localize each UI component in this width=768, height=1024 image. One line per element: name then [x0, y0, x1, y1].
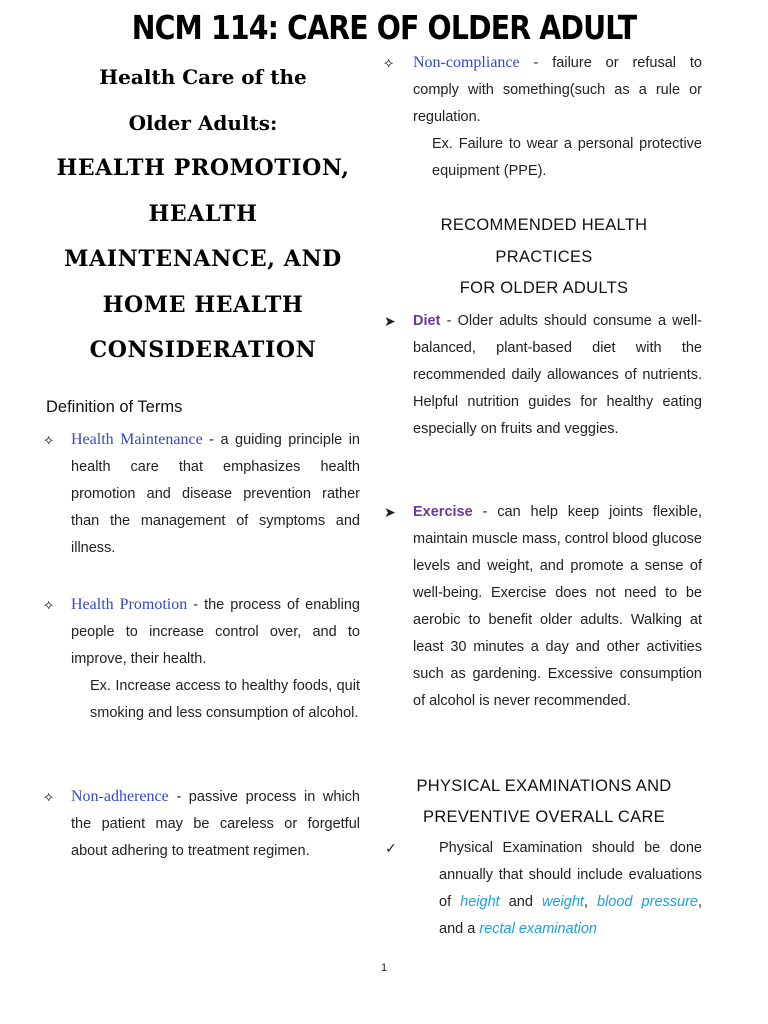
exam-body: Physical Examination should be done annually that should include evaluations of [439, 840, 702, 910]
diamond-bullet-icon: ⟡ [44, 431, 54, 447]
practice-item [384, 308, 702, 443]
definition-example: Ex. Increase access to healthy foods, quit smoking and less consumption of alcohol. [90, 678, 360, 721]
definition-body: - failure or refusal to comply with something(such as a rule or regulation. [413, 55, 702, 125]
practice-keyword: Diet [413, 313, 441, 329]
exam-highlight-blood-pressure: blood pressure [597, 894, 698, 910]
definition-item [44, 591, 360, 727]
exam-highlight-rectal-exam: rectal examination [479, 921, 597, 937]
practices-heading-line-1: RECOMMENDED HEALTH [440, 216, 648, 234]
definition-body: - a guiding principle in health care that emphasizes health promotion and disease prevention rather than the management of symptoms and illness. [71, 432, 360, 556]
exam-text [439, 835, 702, 943]
exam-connector: , [583, 894, 598, 910]
definition-text [71, 426, 360, 562]
title-line-3: HEALTH PROMOTION, [56, 155, 350, 181]
checkmark-bullet-icon: ✓ [385, 840, 397, 856]
practice-body: - Older adults should consume a well-balanced, plant-based diet with the recommended daily allowances of nutrients. Helpful nutrition guides for healthy eating especially on fruits and veggies. [413, 313, 702, 437]
practices-heading [384, 210, 704, 305]
definition-term: Health Maintenance [71, 431, 203, 448]
exams-heading-line-1: PHYSICAL EXAMINATIONS AND [416, 777, 672, 795]
practice-body: - can help keep joints flexible, maintain muscle mass, control blood glucose levels and weight, and promote a sense of well-being. Exercise does not need to be aerobic to benefit older adults. Walking at least 30 minutes a day and other activities such as gardening. Excessive consumption of alcohol is never recommended. [413, 504, 702, 709]
diamond-bullet-icon: ⟡ [44, 788, 54, 804]
arrow-bullet-icon: ➤ [384, 504, 396, 520]
exam-connector: , and a [439, 894, 703, 937]
definition-item [44, 783, 360, 865]
diamond-bullet-icon: ⟡ [384, 54, 394, 70]
exam-highlight-weight: weight [542, 894, 584, 910]
title-line-2: Older Adults: [128, 111, 278, 135]
practices-heading-line-3: FOR OLDER ADULTS [459, 279, 629, 297]
practice-text [413, 308, 702, 443]
practice-text [413, 499, 702, 715]
document-title [44, 54, 362, 374]
definition-item [384, 49, 702, 185]
title-line-6: HOME HEALTH [102, 291, 304, 318]
document-header: NCM 114: CARE OF OLDER ADULT [131, 8, 637, 47]
diamond-bullet-icon: ⟡ [44, 596, 54, 612]
definition-text [71, 783, 360, 865]
exams-heading-line-2: PREVENTIVE OVERALL CARE [423, 808, 665, 826]
definition-term: Health Promotion [71, 596, 188, 613]
title-line-1: Health Care of the [99, 65, 307, 89]
definition-term: Non-adherence [71, 788, 169, 805]
definition-text [413, 49, 702, 131]
practice-item [384, 499, 702, 715]
exam-highlight-height: height [460, 894, 500, 910]
definition-term: Non-compliance [413, 54, 520, 71]
exams-heading [384, 771, 704, 833]
definition-body: - passive process in which the patient may be careless or forgetful about adhering to treatment regimen. [71, 789, 360, 859]
definition-body: - the process of enabling people to increase control over, and to improve, their health. [71, 597, 360, 667]
definition-example: Ex. Failure to wear a personal protective equipment (PPE). [432, 136, 702, 179]
exam-item [384, 835, 702, 943]
arrow-bullet-icon: ➤ [384, 313, 396, 329]
title-line-5: MAINTENANCE, AND [64, 246, 342, 272]
title-line-7: CONSIDERATION [89, 337, 317, 363]
definition-text [71, 591, 360, 673]
definitions-heading: Definition of Terms [46, 398, 183, 416]
practices-heading-line-2: PRACTICES [495, 247, 593, 266]
title-line-4: HEALTH [148, 200, 258, 227]
exam-connector: and [499, 894, 542, 910]
practice-keyword: Exercise [413, 504, 473, 520]
page-number: 1 [380, 962, 388, 974]
definition-item [44, 426, 360, 562]
